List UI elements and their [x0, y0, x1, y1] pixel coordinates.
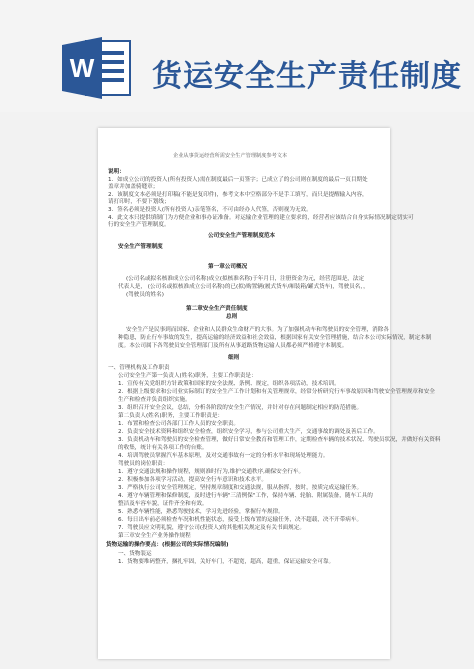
doc-text-line: 7．驾驶员应文明礼貌，遵守公司(投资人)的其他相关规定及有关书面规定。	[118, 525, 305, 531]
doc-text-line: 2．负责安全技术资料和组织安全检查，组织安全学习，参与公司重大生产，交通事故的调处及善后工作。	[118, 429, 379, 435]
doc-text-line: (驾驶员的姓名)	[126, 292, 164, 298]
doc-heading: 公司安全生产管理制度范本	[208, 233, 276, 239]
doc-text-line: 4．培训驾驶员掌握汽车基本原理，及对交通事故有一定的分析水平和现场处理能力。	[118, 453, 329, 459]
doc-text-line: 行的安全生产管理制度。	[108, 222, 170, 228]
doc-text-line: 3．负责机动车和驾驶员的安全检查管理，做好日常安全教育和管理工作，定期检查车辆的技术状况、驾驶员状况，并做好有关资料	[118, 437, 441, 443]
doc-text-line: 1．货物要堆码整齐，捆扎牢固，关好车门，不超宽，超高，超重，保证运输安全可靠。	[118, 559, 335, 565]
doc-text-line: 4．遵守车辆管理和保修制度，及时进行车辆"三清例保"工作，保持车辆、轮胎、附属装备，随车工具的	[118, 493, 373, 499]
doc-text-line: 整洁及车容车貌，证件齐全和有效。	[118, 501, 208, 507]
doc-heading: 货物运输的操作要点：(根据公司的实际情况编制)	[106, 542, 229, 548]
banner	[0, 0, 474, 112]
logo-letter: W	[69, 53, 95, 83]
word-document-icon	[62, 37, 132, 99]
doc-text-line: 6．每日出车前必须检查车况和机性能状态，接受上级布置的运输任务，决不超载，决不开带病车。	[118, 517, 363, 523]
doc-text-line: 代表人是， (公司名或拟核准成立公司名称)的已(拟)购置辆(履式货车/厢装箱/罐式货车)，驾驶员名，，	[118, 284, 369, 290]
doc-text-line: 第二负责人(姓名)职务，主要工作职责是：	[118, 413, 224, 419]
doc-header-line: 企业从事货运经营所需安全生产管理制度参考文本	[173, 153, 288, 159]
doc-text-line: 公司安全生产第一负责人(姓名)职务，主要工作职责是：	[118, 373, 257, 379]
doc-text-line: 1．如成立公司的投资人(所有投资人)需在制度最后一页签字；已成立了的公司则在制度的最后一页目期处	[108, 177, 368, 183]
doc-text-line: 盖章并加盖骑缝章；	[108, 184, 159, 190]
document-page	[98, 128, 441, 659]
page-title: 货运安全生产责任制度	[152, 59, 462, 94]
doc-text-line: 安全生产是民事到而国家、企业和人民群众生命财产的大事。为了加强机动车和驾驶员的安全管理，消除各	[126, 327, 389, 333]
doc-text-line: 4．此文本只提供填制门为方便企业和事办证准备。对运输企业管理的建立要求的，经营者应该结合自身实际情况制定切实可	[108, 215, 414, 221]
doc-heading: 说明：	[108, 169, 125, 175]
doc-text-line: (公司名或拟名核准成立公司名称)成立(拟核准名称)于年月日，注册资金为元，经营范围是，法定	[126, 276, 365, 282]
doc-heading: 安全生产管理制度	[118, 244, 163, 250]
doc-text-line: 驾驶员的岗位职责：	[118, 461, 169, 467]
doc-heading: 细则	[228, 355, 240, 361]
doc-text-line: 第三章安全生产业务操作规程	[118, 533, 191, 539]
doc-text-line: 生产和检查并负责组织实施。	[118, 397, 191, 403]
doc-text-line: 1．宣传有关党组织方针政策和国家的安全法规、条例、规定，组织各项活动，技术培训。	[118, 381, 340, 387]
doc-text-line: 请打印时，不要下划线；	[108, 199, 170, 205]
doc-heading: 总则	[226, 314, 238, 320]
doc-text-line: 2．积极参加各项学习活动，提高安全行车意识和技术水平。	[118, 477, 267, 483]
doc-text-line: 3．签名必须是投资人(所有投资人)亲笔签名，不可由经办人代签，否则视为无效。	[108, 207, 312, 213]
doc-heading: 第一章公司概况	[208, 264, 248, 270]
doc-text-line: 的收集，统计有关各项工作的台账。	[118, 445, 208, 451]
doc-text-line: 1．布置和检查公司各部门工作人员的安全职责。	[118, 421, 240, 427]
doc-text-line: 1．遵守交通法规和操作规程，规则准时行为,维护交通秩序,确保安全行车。	[118, 469, 305, 475]
doc-text-line: 一、管理机构及工作职责	[108, 365, 170, 371]
document-body	[98, 128, 441, 659]
doc-text-line: 3．严格执行公司安全管理规定，坚持规章制度和交通法规，服从指挥，按时，按质完成运输任务。	[118, 485, 363, 491]
doc-text-line: 2．该制度文本必须是打印稿(不能是复印件)，参考文本中空格部分不是手工填写，而只是提醒输入内容，	[108, 192, 368, 198]
doc-text-line: 3．组织召开安全会议，总结，分析各阶段的安全生产情况，并针对存在问题制定相应的防范措施。	[118, 405, 363, 411]
doc-text-line: 一、货物装运	[118, 551, 152, 557]
doc-heading: 第二章安全生产责任制度	[186, 306, 248, 312]
doc-text-line: 度。本公司属下各驾驶员安全管理部门及所有从事道路货物运输人员都必须严格遵守本制度。	[118, 343, 348, 349]
doc-text-line: 种隐患，防止行车事故的发生，提高运输的经济效益和社会效益，根据国家有关安全管理措施，结合本公司实际情况，制定本制	[118, 335, 432, 341]
doc-text-line: 5．熟悉车辆性能，熟悉驾驶技术，学习先进经验，掌握行车规律。	[118, 509, 284, 515]
doc-text-line: 2．根据上级要求和公司业实际制订的安全生产工作计划和有关管理规章，经常分析研究行车事故原因和驾驶安全管理规章和安全	[118, 389, 435, 395]
